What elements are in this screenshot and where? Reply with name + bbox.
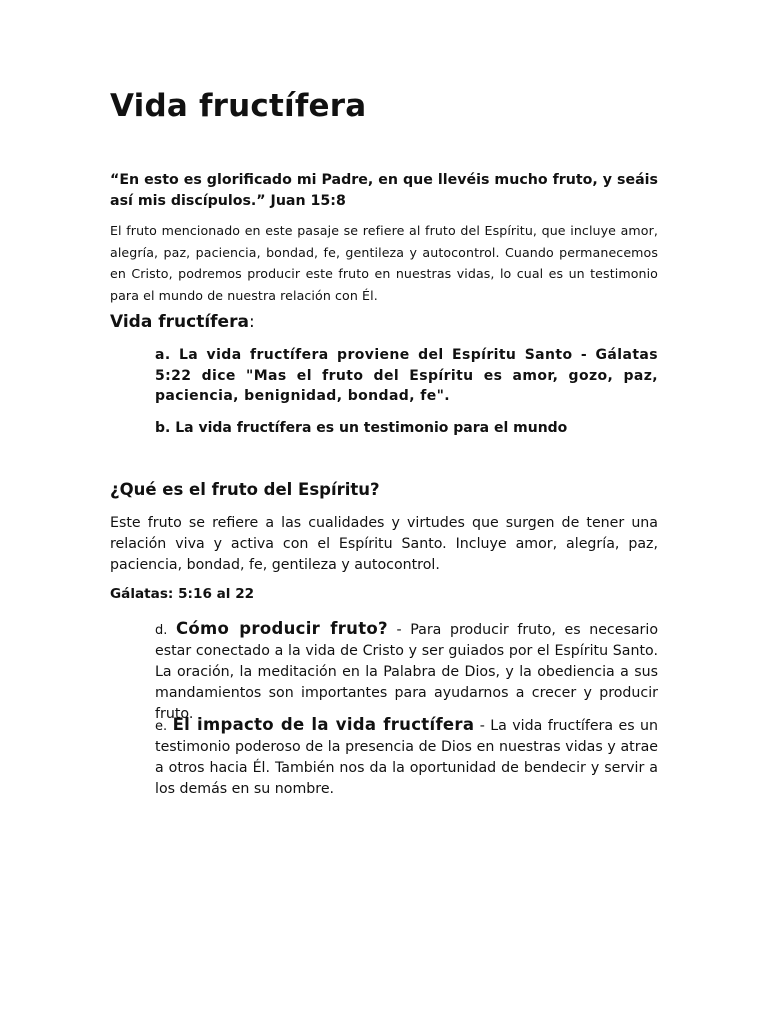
list-item-d <box>155 618 658 725</box>
list-item-b: b. La vida fructífera es un testimonio para el mundo <box>155 420 568 436</box>
question-paragraph: Este fruto se refiere a las cualidades y virtudes que surgen de tener una relación viva y activa con el Espíritu Santo. Incluye amor, alegría, paz, paciencia, bondad, fe, gentileza y autocontrol. <box>110 515 658 573</box>
item-d-letter: d. <box>155 623 168 638</box>
item-e-letter: e. <box>155 719 168 734</box>
scripture-quote: “En esto es glorificado mi Padre, en que llevéis mucho fruto, y seáis así mis discípulos.” Juan 15:8 <box>110 172 658 209</box>
item-e-label: El impacto de la vida fructífera <box>172 715 475 734</box>
item-d-label: Cómo producir fruto? <box>176 619 388 638</box>
scripture-reference: Gálatas: 5:16 al 22 <box>110 586 255 602</box>
question-heading: ¿Qué es el fruto del Espíritu? <box>110 480 380 499</box>
item-e-text: - La vida fructífera es un testimonio poderoso de la presencia de Dios en nuestras vidas y atrae a otros hacia Él. También nos da la oportunidad de bendecir y servir a los demás en su nombre. <box>155 718 658 797</box>
list-item-e <box>155 714 658 800</box>
section-heading <box>110 312 255 332</box>
intro-paragraph: El fruto mencionado en este pasaje se refiere al fruto del Espíritu, que incluye amor, alegría, paz, paciencia, bondad, fe, gentileza y autocontrol. Cuando permanecemos en Cristo, podremos producir este fruto en nuestras vidas, lo cual es un testimonio para el mundo de nuestra relación con Él. <box>110 223 658 303</box>
list-item-a: a. La vida fructífera proviene del Espíritu Santo - Gálatas 5:22 dice "Mas el fruto del Espíritu es amor, gozo, paz, paciencia, benignidad, bondad, fe". <box>155 347 658 404</box>
page-title: Vida fructífera <box>110 88 367 124</box>
section-heading-colon: : <box>248 312 255 332</box>
section-heading-text: Vida fructífera <box>110 312 249 332</box>
item-d-text: - Para producir fruto, es necesario estar conectado a la vida de Cristo y ser guiados por el Espíritu Santo. La oración, la meditación en la Palabra de Dios, y la obediencia a sus mandamientos son importantes para ayudarnos a crecer y producir fruto. <box>155 622 658 722</box>
